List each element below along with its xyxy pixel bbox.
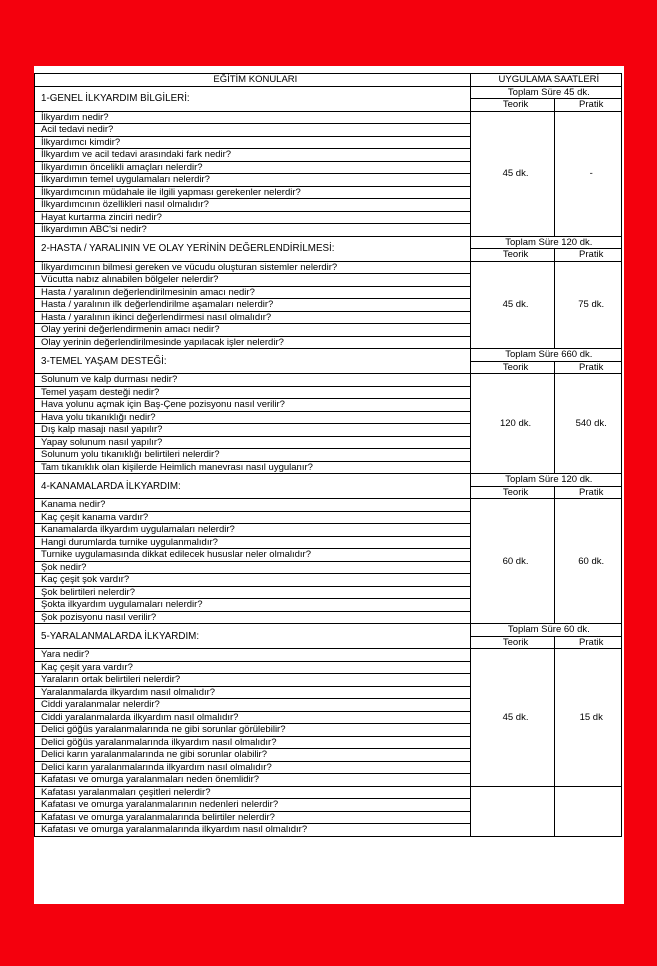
- practice-duration-empty: [555, 786, 622, 836]
- topic-item: Şokta ilkyardım uygulamaları nelerdir?: [35, 599, 471, 612]
- topic-item: Tam tıkanıklık olan kişilerde Heimlich manevrası nasıl uygulanır?: [35, 461, 471, 474]
- theory-duration: 120 dk.: [470, 374, 555, 474]
- topic-item: Kaç çeşit yara vardır?: [35, 661, 471, 674]
- topic-item: Delici göğüs yaralanmalarında ilkyardım nasıl olmalıdır?: [35, 736, 471, 749]
- hours-column-header: UYGULAMA SAATLERİ: [470, 74, 621, 87]
- topic-row: [35, 499, 622, 512]
- theory-header: Teorik: [470, 361, 555, 374]
- topic-item: Kafatası ve omurga yaralanmalarında ilkyardım nasıl olmalıdır?: [35, 824, 471, 837]
- topic-row: [35, 649, 622, 662]
- topic-item: Kanamalarda ilkyardım uygulamaları nelerdir?: [35, 524, 471, 537]
- topic-item: Hangi durumlarda turnike uygulanmalıdır?: [35, 536, 471, 549]
- training-topics-table: [34, 73, 622, 837]
- topic-item: Olay yerinin değerlendirilmesinde yapılacak işler nelerdir?: [35, 336, 471, 349]
- topic-item: Yara nedir?: [35, 649, 471, 662]
- practice-header: Pratik: [555, 361, 622, 374]
- topic-item: Hasta / yaralının ikinci değerlendirmesi nasıl olmalıdır?: [35, 311, 471, 324]
- topic-item: İlkyardım ve acil tedavi arasındaki fark nedir?: [35, 149, 471, 162]
- theory-duration-empty: [470, 786, 555, 836]
- section-title: 4-KANAMALARDA İLKYARDIM:: [35, 474, 471, 499]
- topic-item: Hasta / yaralının değerlendirilmesinin amacı nedir?: [35, 286, 471, 299]
- topic-item: Hava yolunu açmak için Baş-Çene pozisyonu nasıl verilir?: [35, 399, 471, 412]
- topic-item: Ciddi yaralanmalar nelerdir?: [35, 699, 471, 712]
- section-total-duration: Toplam Süre 120 dk.: [470, 474, 621, 487]
- topic-item: Kaç çeşit kanama vardır?: [35, 511, 471, 524]
- topic-item: Yaraların ortak belirtileri nelerdir?: [35, 674, 471, 687]
- topic-item: Vücutta nabız alınabilen bölgeler nelerdir?: [35, 274, 471, 287]
- practice-duration: -: [555, 111, 622, 236]
- practice-duration: 60 dk.: [555, 499, 622, 624]
- topic-item: Delici göğüs yaralanmalarında ne gibi sorunlar görülebilir?: [35, 724, 471, 737]
- topics-column-header: EĞİTİM KONULARI: [35, 74, 471, 87]
- section-total-duration: Toplam Süre 660 dk.: [470, 349, 621, 362]
- theory-header: Teorik: [470, 636, 555, 649]
- section-title: 1-GENEL İLKYARDIM BİLGİLERİ:: [35, 86, 471, 111]
- topic-item: İlkyardımın ABC'si nedir?: [35, 224, 471, 237]
- topic-item: İlkyardımcının özellikleri nasıl olmalıdır?: [35, 199, 471, 212]
- theory-duration: 60 dk.: [470, 499, 555, 624]
- topic-item: Hasta / yaralının ilk değerlendirilme aşamaları nelerdir?: [35, 299, 471, 312]
- theory-duration: 45 dk.: [470, 649, 555, 787]
- section-title-row: [35, 624, 622, 637]
- topic-item: İlkyardımcı kimdir?: [35, 136, 471, 149]
- topic-item: Şok nedir?: [35, 561, 471, 574]
- theory-duration: 45 dk.: [470, 261, 555, 349]
- section-total-duration: Toplam Süre 120 dk.: [470, 236, 621, 249]
- practice-duration: 540 dk.: [555, 374, 622, 474]
- topic-item: Hava yolu tıkanıklığı nedir?: [35, 411, 471, 424]
- practice-header: Pratik: [555, 249, 622, 262]
- topic-item: Turnike uygulamasında dikkat edilecek hususlar neler olmalıdır?: [35, 549, 471, 562]
- topic-item: İlkyardım nedir?: [35, 111, 471, 124]
- section-total-duration: Toplam Süre 45 dk.: [470, 86, 621, 99]
- section-title: 5-YARALANMALARDA İLKYARDIM:: [35, 624, 471, 649]
- theory-header: Teorik: [470, 249, 555, 262]
- topic-item: Dış kalp masajı nasıl yapılır?: [35, 424, 471, 437]
- topic-item: Kafatası yaralanmaları çeşitleri nelerdir?: [35, 786, 471, 799]
- topic-item: Şok belirtileri nelerdir?: [35, 586, 471, 599]
- topic-item: Hayat kurtarma zinciri nedir?: [35, 211, 471, 224]
- topic-item: Ciddi yaralanmalarda ilkyardım nasıl olmalıdır?: [35, 711, 471, 724]
- section-title-row: [35, 236, 622, 249]
- theory-duration: 45 dk.: [470, 111, 555, 236]
- practice-duration: 75 dk.: [555, 261, 622, 349]
- topic-item: Solunum yolu tıkanıklığı belirtileri nelerdir?: [35, 449, 471, 462]
- theory-header: Teorik: [470, 99, 555, 112]
- section-title: 2-HASTA / YARALININ VE OLAY YERİNİN DEĞERLENDİRİLMESİ:: [35, 236, 471, 261]
- section-total-duration: Toplam Süre 60 dk.: [470, 624, 621, 637]
- topic-row: [35, 786, 622, 799]
- topic-item: İlkyardımcının müdahale ile ilgili yapması gerekenler nelerdir?: [35, 186, 471, 199]
- practice-header: Pratik: [555, 636, 622, 649]
- section-title: 3-TEMEL YAŞAM DESTEĞİ:: [35, 349, 471, 374]
- topic-item: Kafatası ve omurga yaralanmalarının nedenleri nelerdir?: [35, 799, 471, 812]
- topic-item: Solunum ve kalp durması nedir?: [35, 374, 471, 387]
- section-title-row: [35, 86, 622, 99]
- topic-item: Delici karın yaralanmalarında ilkyardım nasıl olmalıdır?: [35, 761, 471, 774]
- topic-item: İlkyardımın temel uygulamaları nelerdir?: [35, 174, 471, 187]
- topic-item: Temel yaşam desteği nedir?: [35, 386, 471, 399]
- topic-item: Kaç çeşit şok vardır?: [35, 574, 471, 587]
- practice-header: Pratik: [555, 99, 622, 112]
- theory-header: Teorik: [470, 486, 555, 499]
- topic-item: Yapay solunum nasıl yapılır?: [35, 436, 471, 449]
- topic-item: Yaralanmalarda ilkyardım nasıl olmalıdır?: [35, 686, 471, 699]
- topic-item: Kanama nedir?: [35, 499, 471, 512]
- topic-item: Acil tedavi nedir?: [35, 124, 471, 137]
- topic-item: İlkyardımcının bilmesi gereken ve vücudu oluşturan sistemler nelerdir?: [35, 261, 471, 274]
- topic-item: Kafatası ve omurga yaralanmalarında belirtiler nelerdir?: [35, 811, 471, 824]
- section-title-row: [35, 474, 622, 487]
- topic-row: [35, 111, 622, 124]
- topic-row: [35, 374, 622, 387]
- topic-row: [35, 261, 622, 274]
- table-header-row: [35, 74, 622, 87]
- topic-item: Şok pozisyonu nasıl verilir?: [35, 611, 471, 624]
- topic-item: Olay yerini değerlendirmenin amacı nedir?: [35, 324, 471, 337]
- topic-item: Delici karın yaralanmalarında ne gibi sorunlar olabilir?: [35, 749, 471, 762]
- topic-item: Kafatası ve omurga yaralanmaları neden önemlidir?: [35, 774, 471, 787]
- topic-item: İlkyardımın öncelikli amaçları nelerdir?: [35, 161, 471, 174]
- practice-header: Pratik: [555, 486, 622, 499]
- section-title-row: [35, 349, 622, 362]
- practice-duration: 15 dk: [555, 649, 622, 787]
